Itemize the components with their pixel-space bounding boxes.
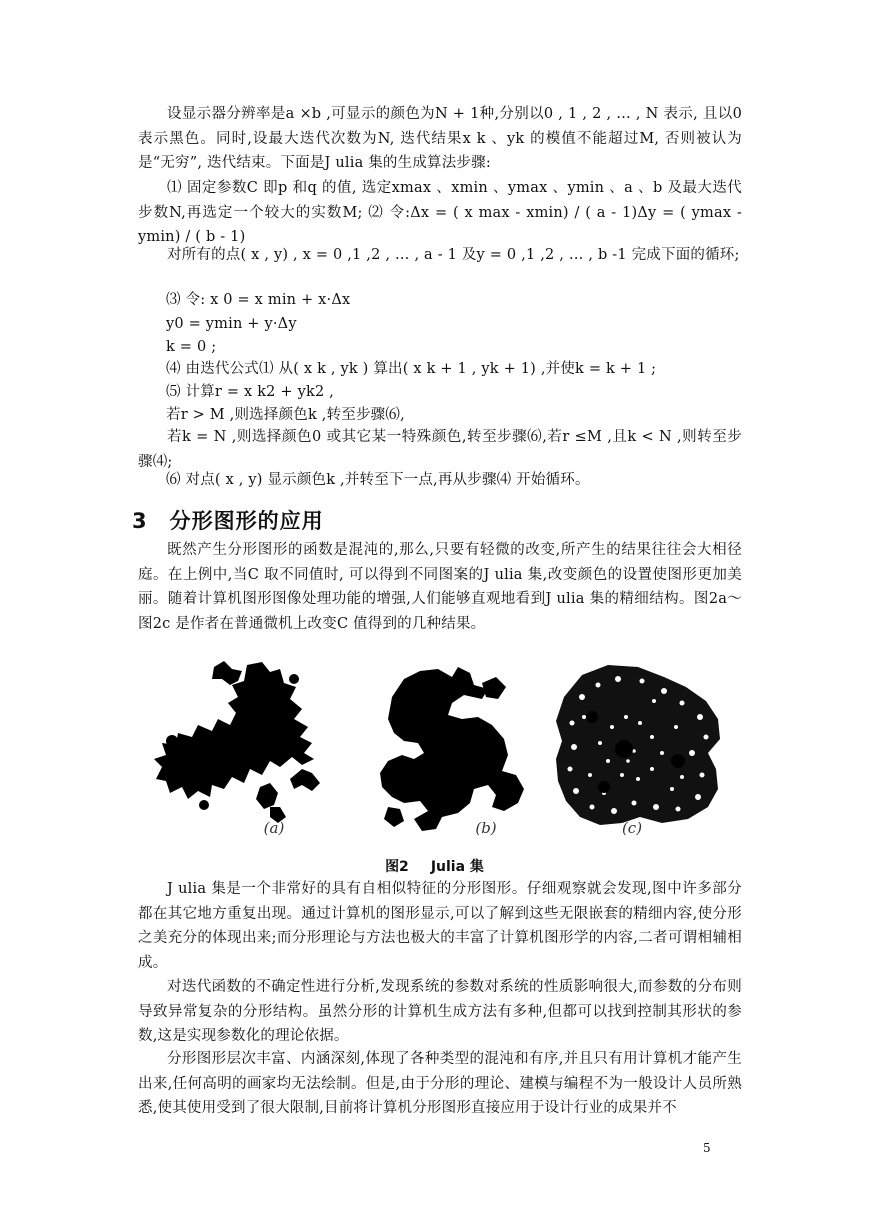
julia-set-a-image bbox=[154, 661, 320, 823]
figure-label-b: (b) bbox=[475, 819, 497, 837]
figure-caption bbox=[0, 856, 869, 876]
section-heading bbox=[132, 505, 324, 535]
figure-caption-number: 图2 bbox=[385, 859, 409, 875]
figure-label-c: (c) bbox=[621, 819, 643, 837]
figure-caption-text: Julia 集 bbox=[430, 859, 484, 875]
julia-set-c-image bbox=[556, 665, 720, 825]
loop-intro: 对所有的点( x , y) , x = 0 ,1 ,2 , … , a - 1 及y = 0 ,1 ,2 , … , b -1 完成下面的循环; bbox=[167, 247, 740, 263]
algorithm-step-5: ⑸ 计算r = x k2 + yk2 , bbox=[166, 384, 334, 400]
algorithm-step-1-2: ⑴ 固定参数C 即p 和q 的值, 选定xmax 、xmin 、ymax 、ymin 、a 、b 及最大迭代步数N,再选定一个较大的实数M; ⑵ 令:Δx = ( x max - xmin) / ( a - 1)Δy = ( ymax - ymin) / ( b - 1) bbox=[138, 180, 742, 245]
julia-set-b-image bbox=[380, 667, 524, 831]
paragraph-self-similarity: J ulia 集是一个非常好的具有自相似特征的分形图形。仔细观察就会发现,图中许多部分都在其它地方重复出现。通过计算机的图形显示,可以了解到这些无限嵌套的精细内容,使分形之美充分的体现出来;而分形理论与方法也极大的丰富了计算机图形学的内容,二者可谓相辅相成。 bbox=[138, 881, 742, 971]
paragraph-fractal-graphics: 分形图形层次丰富、内涵深刻,体现了各种类型的混沌和有序,并且只有用计算机才能产生出来,任何高明的画家均无法绘制。但是,由于分形的理论、建模与编程不为一般设计人员所熟悉,使其使用受到了很大限制,目前将计算机分形图形直接应用于设计行业的成果并不 bbox=[138, 1051, 742, 1116]
section-title: 分形图形的应用 bbox=[169, 509, 324, 533]
paragraph-parameter-analysis: 对迭代函数的不确定性进行分析,发现系统的参数对系统的性质影响很大,而参数的分布则导致异常复杂的分形结构。虽然分形的计算机生成方法有多种,但都可以找到控制其形状的参数,这是实现参数化的理论依据。 bbox=[138, 979, 742, 1044]
algorithm-step-5-condition-a: 若r > M ,则选择颜色k ,转至步骤⑹, bbox=[166, 407, 405, 423]
section-number: 3 bbox=[132, 509, 148, 533]
algorithm-step-5-condition-b: 若k = N ,则选择颜色0 或其它某一特殊颜色,转至步骤⑹,若r ≤M ,且k < N ,则转至步骤⑷; bbox=[138, 429, 742, 470]
julia-set-figure bbox=[152, 657, 728, 847]
algorithm-step-3-y0: y0 = ymin + y·Δy bbox=[166, 316, 297, 332]
algorithm-step-4: ⑷ 由迭代公式⑴ 从( x k , yk ) 算出( x k + 1 , yk + 1) ,并使k = k + 1 ; bbox=[166, 361, 657, 377]
figure-label-a: (a) bbox=[263, 819, 285, 837]
paragraph-display-resolution: 设显示器分辨率是a ×b ,可显示的颜色为N + 1种,分别以0 , 1 , 2 , … , N 表示, 且以0 表示黑色。同时,设最大迭代次数为N, 迭代结果x k 、yk 的模值不能超过M, 否则被认为是“无穷”, 迭代结束。下面是J ulia 集的生成算法步骤: bbox=[138, 106, 742, 171]
page-number: 5 bbox=[703, 1141, 711, 1155]
algorithm-step-3: ⑶ 令: x 0 = x min + x·Δx bbox=[166, 292, 351, 308]
paragraph-applications: 既然产生分形图形的函数是混沌的,那么,只要有轻微的改变,所产生的结果往往会大相径庭。在上例中,当C 取不同值时, 可以得到不同图案的J ulia 集,改变颜色的设置使图形更加美丽。随着计算机图形图像处理功能的增强,人们能够直观地看到J ulia 集的精细结构。图2a～图2c 是作者在普通微机上改变C 值得到的几种结果。 bbox=[138, 542, 742, 632]
algorithm-step-3-k: k = 0 ; bbox=[166, 339, 217, 355]
algorithm-step-6: ⑹ 对点( x , y) 显示颜色k ,并转至下一点,再从步骤⑷ 开始循环。 bbox=[166, 472, 590, 488]
julia-set-images bbox=[152, 657, 728, 847]
